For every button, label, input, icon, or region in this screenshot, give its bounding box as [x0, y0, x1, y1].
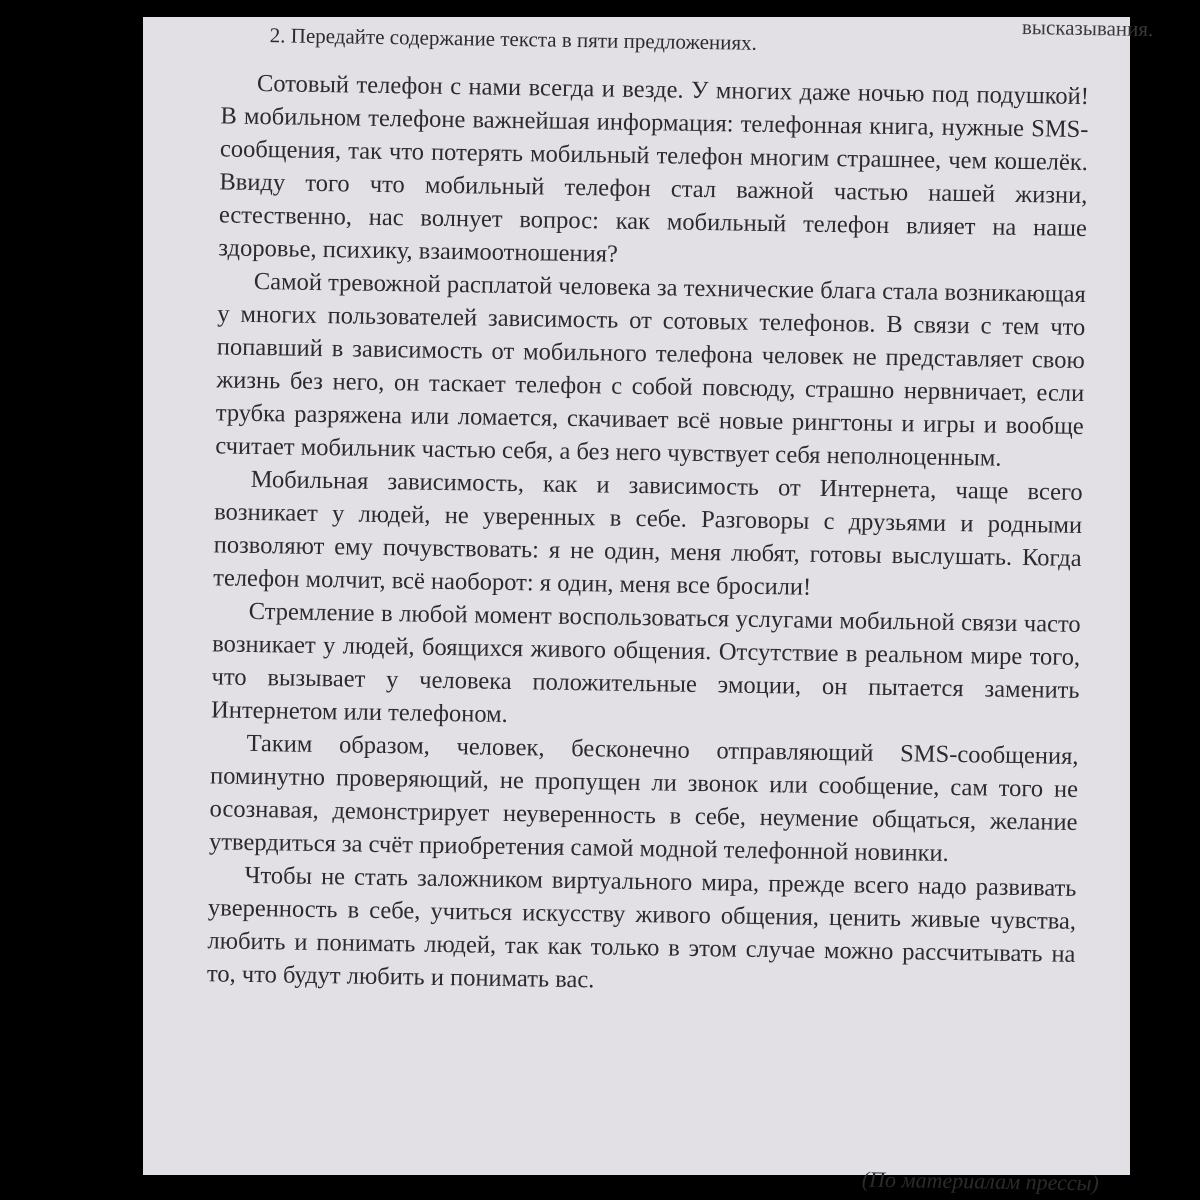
header-fragment: высказывания. [1021, 14, 1154, 42]
paragraph-6: Чтобы не стать заложником виртуального мира, прежде всего надо развивать уверенность в себе, учиться искусству живого общения, ценить живые чувства, любить и понимать людей, так как только в этом случае можно рассчитывать на то, что будут любить и понимать вас. [206, 861, 1077, 994]
paragraph-1: Сотовый телефон с нами всегда и везде. У многих даже ночью под подушкой! В мобильном телефоне важнейшая информация: телефонная книга, нужные SMS-сообщения, так что потерять мобильный телефон многим страшнее, чем кошелёк. Ввиду того что мобильный телефон стал важной частью нашей жизни, естественно, нас волнует вопрос: как мобильный телефон влияет на наше здоровье, психику, взаимоотношения? [218, 69, 1090, 268]
paragraph-2: Самой тревожной расплатой человека за технические блага стала возникающая у многих пользователей зависимость от сотовых телефонов. В связи с тем что попавший в зависимость от мобильного телефона человек не представляет свою жизнь без него, он таскает телефон с собой повсюду, страшно нервничает, если трубка разряжена или ломается, скачивает всё новые рингтоны и игры и вообще считает мобильник частью себя, а без него чувствует себя неполноценным. [215, 267, 1087, 472]
paragraph-4: Стремление в любой момент воспользоваться услугами мобильной связи часто возникает у людей, боящихся живого общения. Отсутствие в реальном мире того, что вызывает у человека положительные эмоции, он пытается заменить Интернетом или телефоном. [210, 597, 1081, 728]
task-heading: 2. Передайте содержание текста в пяти предложениях. [269, 23, 758, 55]
paragraph-3: Мобильная зависимость, как и зависимость от Интернета, чаще всего возникает у людей, не уверенных в себе. Разговоры с друзьями и родными позволяют ему почувствовать: я не один, меня любят, готовы выслушать. Когда телефон молчит, всё наоборот: я один, меня все бросили! [213, 465, 1083, 601]
paragraph-5: Таким образом, человек, бесконечно отправляющий SMS-сообщения, поминутно проверяющий, не пропущен ли звонок или сообщение, сам того не осознавая, демонстрирует неуверенность в себе, неумение общаться, желание утвердиться за счёт приобретения самой модной телефонной новинки. [208, 729, 1079, 867]
source-attribution: (По материалам прессы) [861, 1166, 1100, 1196]
book-page-photo [143, 14, 1154, 1196]
text-body [207, 66, 1089, 1004]
book-page [134, 9, 1154, 1196]
